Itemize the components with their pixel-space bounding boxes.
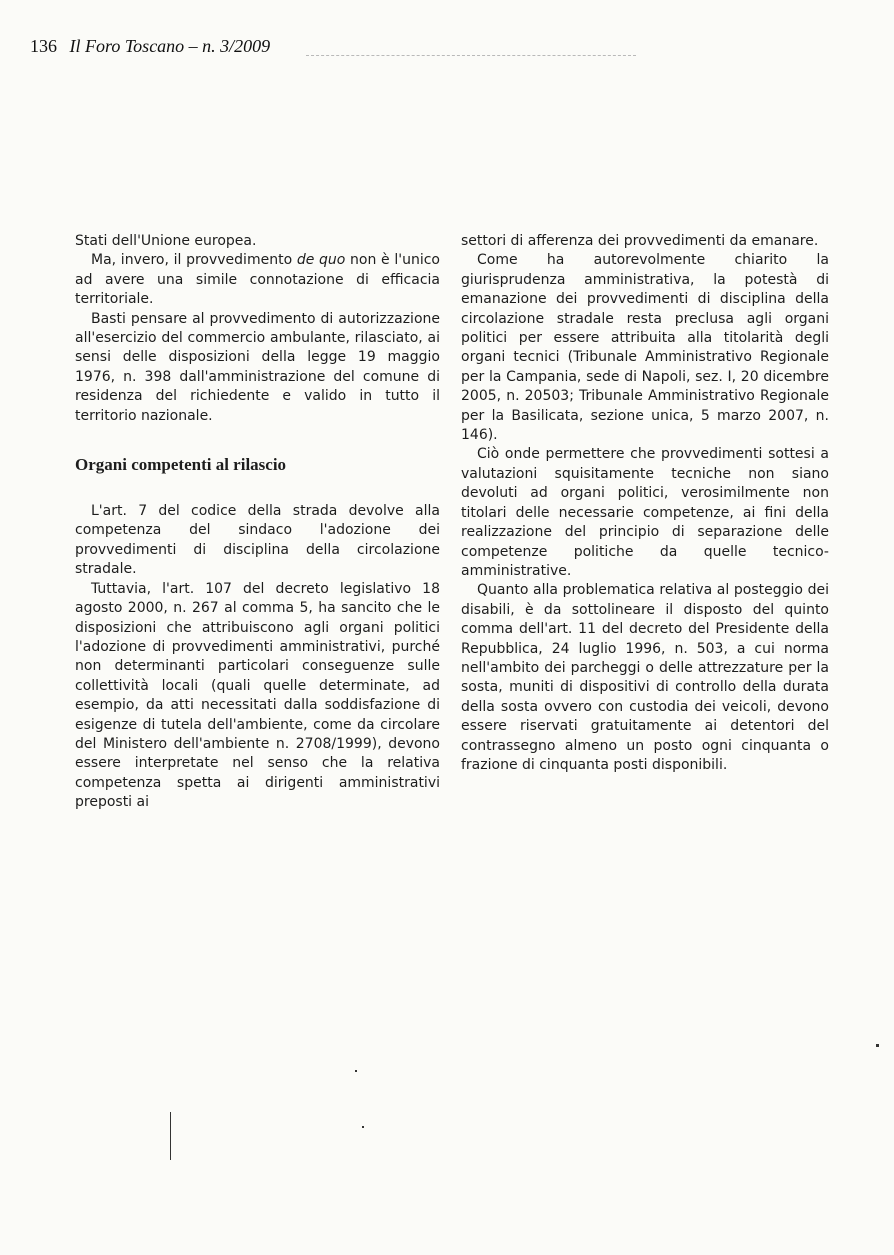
scan-mark	[876, 1044, 879, 1047]
scan-mark	[362, 1126, 364, 1128]
paragraph: settori di afferenza dei provvedimenti da emanare.	[461, 233, 819, 249]
page-number: 136	[30, 36, 57, 56]
left-column	[75, 232, 440, 813]
paragraph: Basti pensare al provvedimento di autorizzazione all'esercizio del commercio ambulante, rilasciato, ai sensi delle disposizioni della legge 19 maggio 1976, n. 398 dall'amministrazione del comune di residenza del richiedente e valido in tutto il territorio nazionale.	[75, 310, 440, 424]
paragraph: Quanto alla problematica relativa al posteggio dei disabili, è da sottolineare il disposto del quinto comma dell'art. 11 del decreto del Presidente della Repubblica, 24 luglio 1996, n. 503, a cui norma nell'ambito dei parcheggi o delle attrezzature per la sosta, muniti di dispositivi di controllo della durata della sosta ovvero con custodia dei veicoli, devono essere riservati gratuitamente ai detentori del contrassegno almeno un posto ogni cinquanta o frazione di cinquanta posti disponibili.	[461, 582, 829, 773]
paragraph-text: non è l'unico ad avere una simile connotazione di efficacia territoriale.	[75, 252, 440, 308]
paragraph: L'art. 7 del codice della strada devolve alla competenza del sindaco l'adozione dei provvedimenti di disciplina della circolazione stradale.	[75, 503, 440, 578]
paragraph	[75, 251, 440, 309]
header-rule	[306, 55, 636, 56]
section-heading: Organi competenti al rilascio	[75, 455, 287, 475]
right-column	[461, 232, 829, 775]
latin-phrase: de quo	[296, 252, 346, 269]
paragraph: Tuttavia, l'art. 107 del decreto legislativo 18 agosto 2000, n. 267 al comma 5, ha sancito che le disposizioni che attribuiscono agli organi politici l'adozione di provvedimenti amministrativi, purché non determinanti particolari conseguenze sulle collettività locali (quali quelle determinate, ad esempio, da atti necessitati dalla soddisfazione di esigenze di tutela dell'ambiente, come da circolare del Ministero dell'ambiente n. 2708/1999), devono essere interpretate nel senso che la relativa competenza spetta ai dirigenti amministrativi preposti ai	[75, 580, 440, 811]
paragraph: Ciò onde permettere che provvedimenti sottesi a valutazioni squisitamente tecniche non siano devoluti ad organi politici, verosimilmente non titolari delle necessarie competenze, ai fini della realizzazione del principio di separazione delle competenze politiche da quelle tecnico-amministrative.	[461, 446, 829, 579]
scan-mark	[355, 1070, 357, 1072]
paragraph-text: Ma, invero, il provvedimento	[91, 252, 297, 269]
paragraph: Come ha autorevolmente chiarito la giurisprudenza amministrativa, la potestà di emanazione dei provvedimenti di disciplina della circolazione stradale resta preclusa agli organi politici per essere attribuita alla titolarità degli organi tecnici (Tribunale Amministrativo Regionale per la Campania, sede di Napoli, sez. I, 20 dicembre 2005, n. 20503; Tribunale Amministrativo Regionale per la Basilicata, sezione unica, 5 marzo 2007, n. 146).	[461, 252, 829, 444]
paragraph: Stati dell'Unione europea.	[75, 233, 257, 249]
scan-mark	[170, 1112, 171, 1160]
running-header	[30, 36, 270, 57]
journal-title: Il Foro Toscano – n. 3/2009	[69, 36, 271, 56]
